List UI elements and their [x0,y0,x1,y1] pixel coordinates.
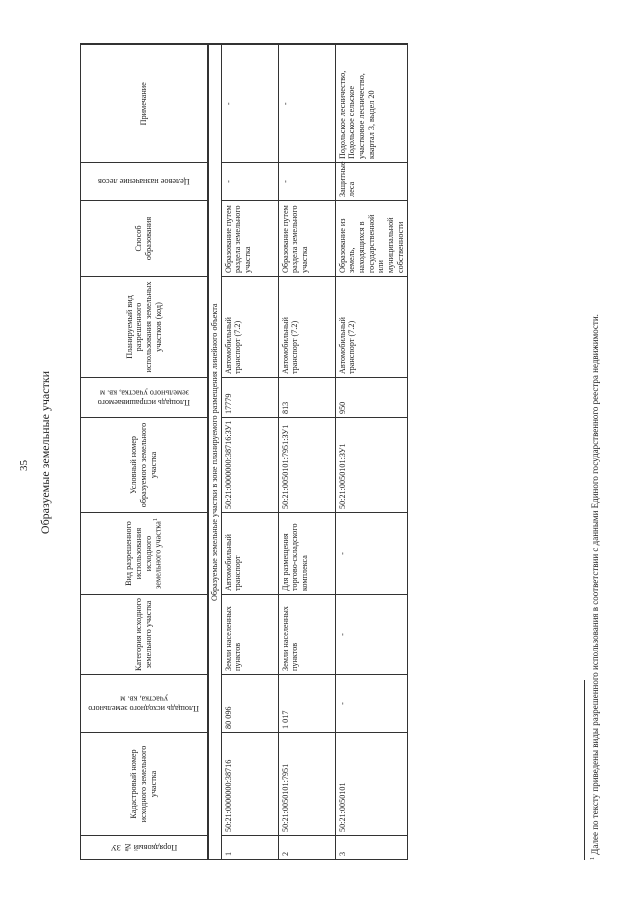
cell-conditional-number: 50:21:0050101:7951:ЗУ1 [278,418,335,513]
cell-permitted-use: Автомобильный транспорт [221,513,278,595]
footnote [590,314,600,860]
cell-source-area: 80 096 [221,675,278,733]
header-source-area: Площадь исходного земельного участка, кв. м [81,675,209,733]
cell-planned-use: Автомобильный транспорт (7.2) [335,277,408,378]
cell-formation-method: Образование из земель, находящихся в государственной или муниципальной собственности [335,201,408,277]
land-plots-table [80,44,408,861]
cell-category: Земли населенных пунктов [278,595,335,675]
header-category: Категория исходного земельного участка [81,595,209,675]
cell-source-area: - [335,675,408,733]
footnote-divider [584,680,585,860]
cell-cadastral-number: 50:21:0000000:38716 [221,733,278,836]
cell-seq-number: 1 [221,836,278,860]
cell-formation-method: Образование путем раздела земельного участка [278,201,335,277]
cell-formation-method: Образование путем раздела земельного участка [221,201,278,277]
footnote-text: Далее по тексту приведены виды разрешенного использования в соответствии с данными Единого государственного реестра недвижимости. [590,314,600,855]
header-forest-purpose: Целевое назначение лесов [81,163,209,201]
cell-planned-use: Автомобильный транспорт (7.2) [278,277,335,378]
cell-category: Земли населенных пунктов [221,595,278,675]
page-number: 35 [18,460,30,471]
cell-requested-area: 813 [278,378,335,418]
page-title: Образуемые земельные участки [38,370,52,535]
cell-forest-purpose: - [221,163,278,201]
header-cadastral-number: Кадастровый номер исходного земельного участка [81,733,209,836]
section-title: Образуемые земельные участки в зоне планируемого размещения линейного объекта [208,45,221,860]
cell-requested-area: 17779 [221,378,278,418]
header-note: Примечание [81,45,209,163]
table-header-row [81,45,209,860]
cell-planned-use: Автомобильный транспорт (7.2) [221,277,278,378]
header-requested-area: Площадь испрашиваемого земельного участка, кв. м [81,378,209,418]
cell-forest-purpose: - [278,163,335,201]
cell-permitted-use: Для размещения торгово-складского комплекса [278,513,335,595]
cell-conditional-number: 50:21:0000000:38716:ЗУ1 [221,418,278,513]
header-seq-number: Порядковый № ЗУ [81,836,209,860]
cell-requested-area: 950 [335,378,408,418]
cell-cadastral-number: 50:21:0050101 [335,733,408,836]
cell-cadastral-number: 50:21:0050101:7951 [278,733,335,836]
cell-permitted-use: - [335,513,408,595]
cell-source-area: 1 017 [278,675,335,733]
footnote-mark: 1 [590,857,596,860]
cell-category: - [335,595,408,675]
table-section-row [208,45,221,860]
header-formation-method: Способ образования [81,201,209,277]
header-planned-use: Планируемый вид разрешенного использования земельных участков (код) [81,277,209,378]
cell-forest-purpose: Защитные леса [335,163,408,201]
cell-note: - [221,45,278,163]
cell-seq-number: 3 [335,836,408,860]
header-permitted-use: Вид разрешенного использования исходного земельного участка$^1$ [81,513,209,595]
table-row [221,45,278,860]
cell-note: - [278,45,335,163]
cell-seq-number: 2 [278,836,335,860]
header-conditional-number: Условный номер образуемого земельного участка [81,418,209,513]
table-row [335,45,408,860]
cell-note: Подольское лесничество, Подольское сельское участковое лесничество, квартал 3, выдел 20 [335,45,408,163]
cell-conditional-number: 50:21:0050101:ЗУ1 [335,418,408,513]
table-row [278,45,335,860]
